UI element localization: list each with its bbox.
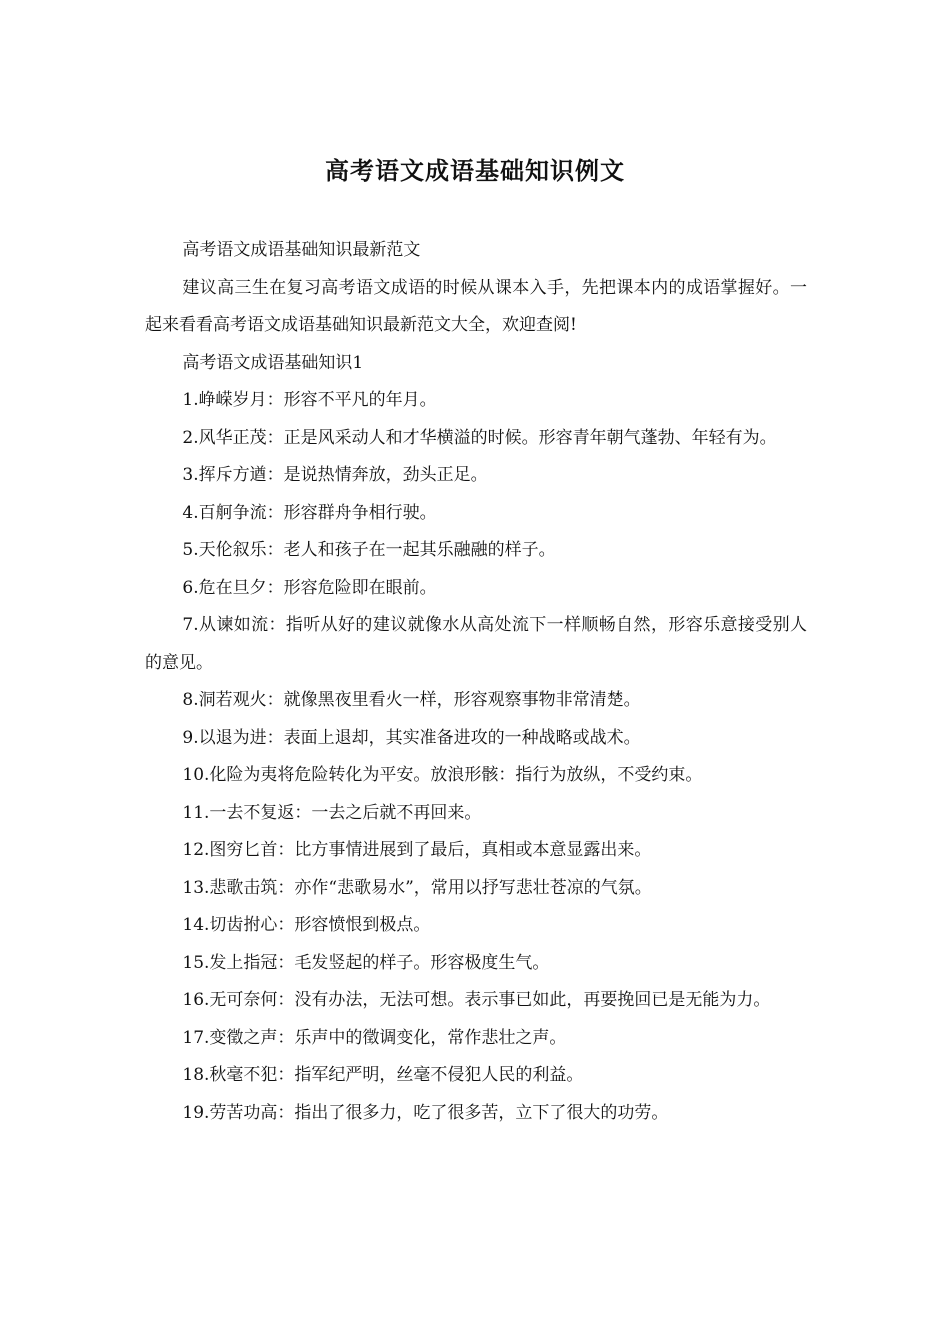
idiom-item: 19.劳苦功高：指出了很多力，吃了很多苦，立下了很大的功劳。 xyxy=(182,1102,669,1123)
idiom-item: 4.百舸争流：形容群舟争相行驶。 xyxy=(182,502,437,523)
idiom-item: 9.以退为进：表面上退却，其实准备进攻的一种战略或战术。 xyxy=(182,727,641,748)
idiom-item: 17.变徵之声：乐声中的徵调变化，常作悲壮之声。 xyxy=(182,1027,567,1048)
idiom-item: 11.一去不复返：一去之后就不再回来。 xyxy=(182,802,482,823)
idiom-item: 15.发上指冠：毛发竖起的样子。形容极度生气。 xyxy=(182,952,550,973)
section-heading: 高考语文成语基础知识1 xyxy=(182,352,364,373)
idiom-item: 16.无可奈何：没有办法，无法可想。表示事已如此，再要挽回已是无能为力。 xyxy=(182,990,771,1010)
paragraph-subtitle: 高考语文成语基础知识最新范文 xyxy=(182,240,421,260)
idiom-item: 6.危在旦夕：形容危险即在眼前。 xyxy=(182,577,437,598)
document-title: 高考语文成语基础知识例文 xyxy=(325,156,625,185)
idiom-item: 3.挥斥方遒：是说热情奔放，劲头正足。 xyxy=(182,465,488,485)
idiom-item: 5.天伦叙乐：老人和孩子在一起其乐融融的样子。 xyxy=(182,540,556,560)
idiom-item: 8.洞若观火：就像黑夜里看火一样，形容观察事物非常清楚。 xyxy=(182,690,641,710)
idiom-item: 1.峥嵘岁月：形容不平凡的年月。 xyxy=(182,390,437,410)
idiom-item: 18.秋毫不犯：指军纪严明，丝毫不侵犯人民的利益。 xyxy=(182,1065,584,1085)
idiom-item: 14.切齿拊心：形容愤恨到极点。 xyxy=(182,915,431,935)
idiom-item: 2.风华正茂：正是风采动人和才华横溢的时候。形容青年朝气蓬勃、年轻有为。 xyxy=(182,427,777,448)
idiom-item: 7.从谏如流：指听从好的建议就像水从高处流下一样顺畅自然，形容乐意接受别人的意见。 xyxy=(145,615,807,673)
document-body xyxy=(145,232,807,1132)
idiom-item: 13.悲歌击筑：亦作“悲歌易水”，常用以抒写悲壮苍凉的气氛。 xyxy=(182,877,652,898)
idiom-item: 10.化险为夷将危险转化为平安。放浪形骸：指行为放纵，不受约束。 xyxy=(182,765,703,785)
idiom-item: 12.图穷匕首：比方事情进展到了最后，真相或本意显露出来。 xyxy=(182,840,652,860)
paragraph-intro: 建议高三生在复习高考语文成语的时候从课本入手，先把课本内的成语掌握好。一起来看看高考语文成语基础知识最新范文大全，欢迎查阅! xyxy=(145,277,807,335)
